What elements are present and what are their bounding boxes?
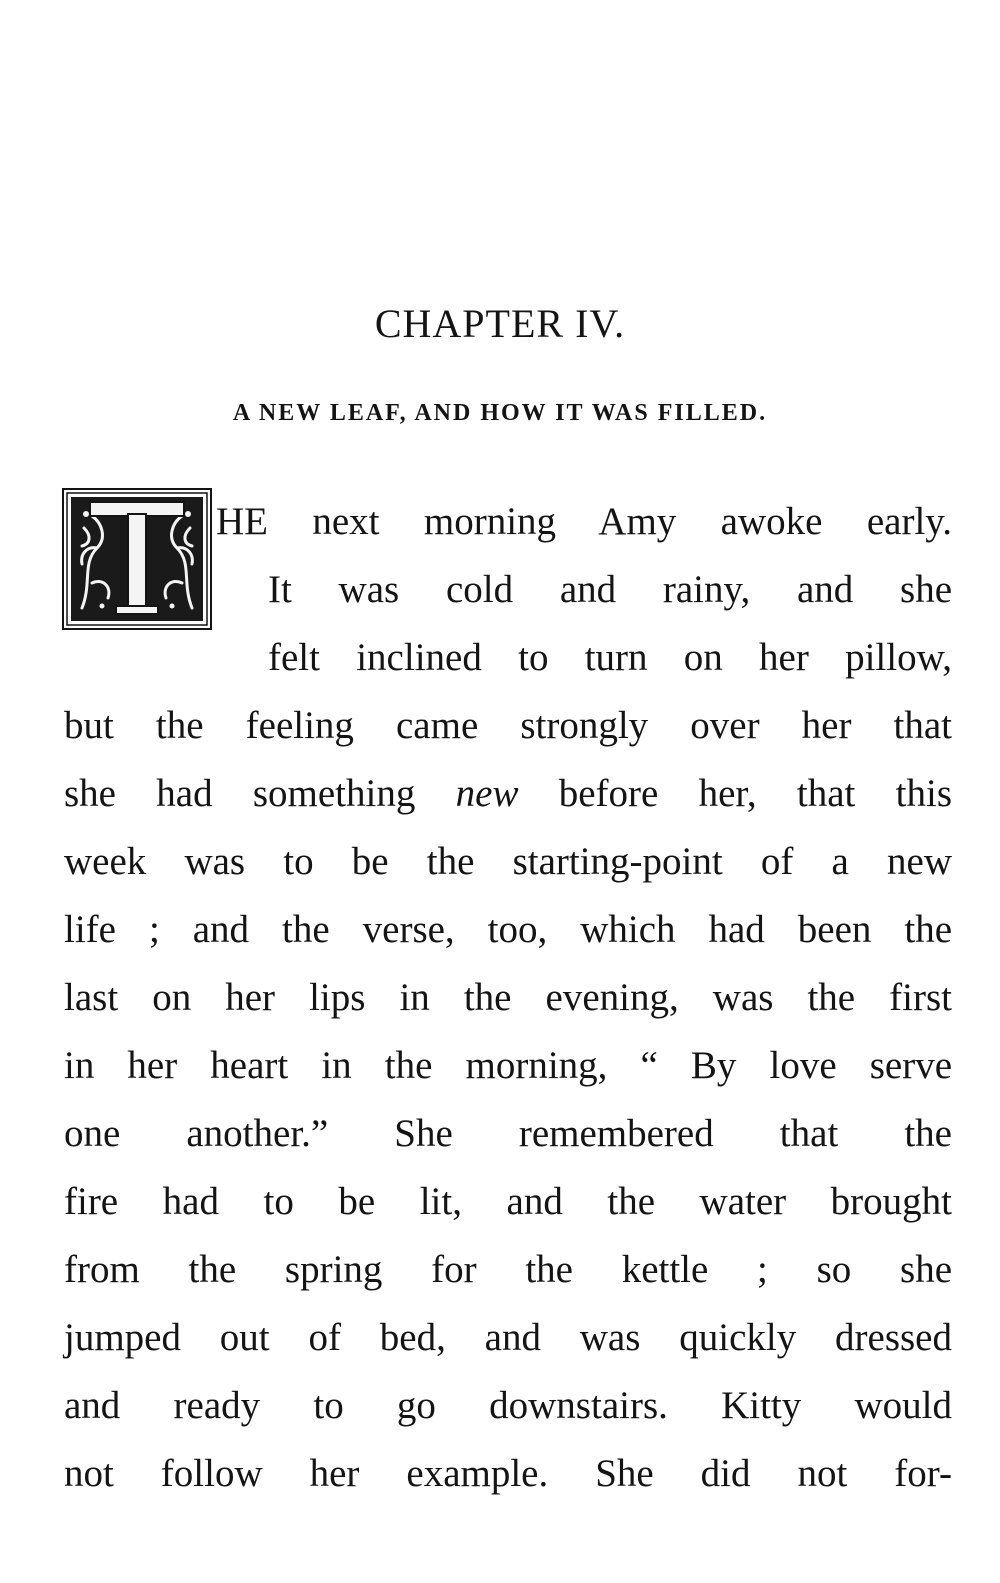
body-line: last on her lips in the evening, was the first	[64, 976, 952, 1019]
body-text	[64, 488, 952, 1508]
body-line: one another.” She remembered that the	[64, 1112, 952, 1155]
body-line: felt inclined to turn on her pillow,	[268, 636, 952, 679]
body-line: It was cold and rainy, and she	[268, 568, 952, 611]
body-line: HE next morning Amy awoke early.	[216, 500, 952, 543]
body-line: from the spring for the kettle ; so she	[64, 1248, 952, 1291]
body-line: jumped out of bed, and was quickly dressed	[64, 1316, 952, 1359]
body-line: week was to be the starting-point of a new	[64, 840, 952, 883]
emphasis-word: new	[455, 772, 519, 815]
body-line: and ready to go downstairs. Kitty would	[64, 1384, 952, 1427]
chapter-subtitle: A NEW LEAF, AND HOW IT WAS FILLED.	[232, 400, 768, 426]
body-line: life ; and the verse, too, which had been the	[64, 908, 952, 951]
body-line: fire had to be lit, and the water brought	[64, 1180, 952, 1223]
body-line: not follow her example. She did not for-	[64, 1452, 952, 1495]
chapter-title: CHAPTER IV.	[374, 301, 626, 346]
body-line: but the feeling came strongly over her that	[64, 704, 952, 747]
body-line-before: she had something	[64, 772, 456, 815]
body-line-after: before her, that this	[518, 772, 952, 815]
body-line: in her heart in the morning, “ By love serve	[64, 1044, 952, 1087]
body-line	[64, 760, 952, 828]
